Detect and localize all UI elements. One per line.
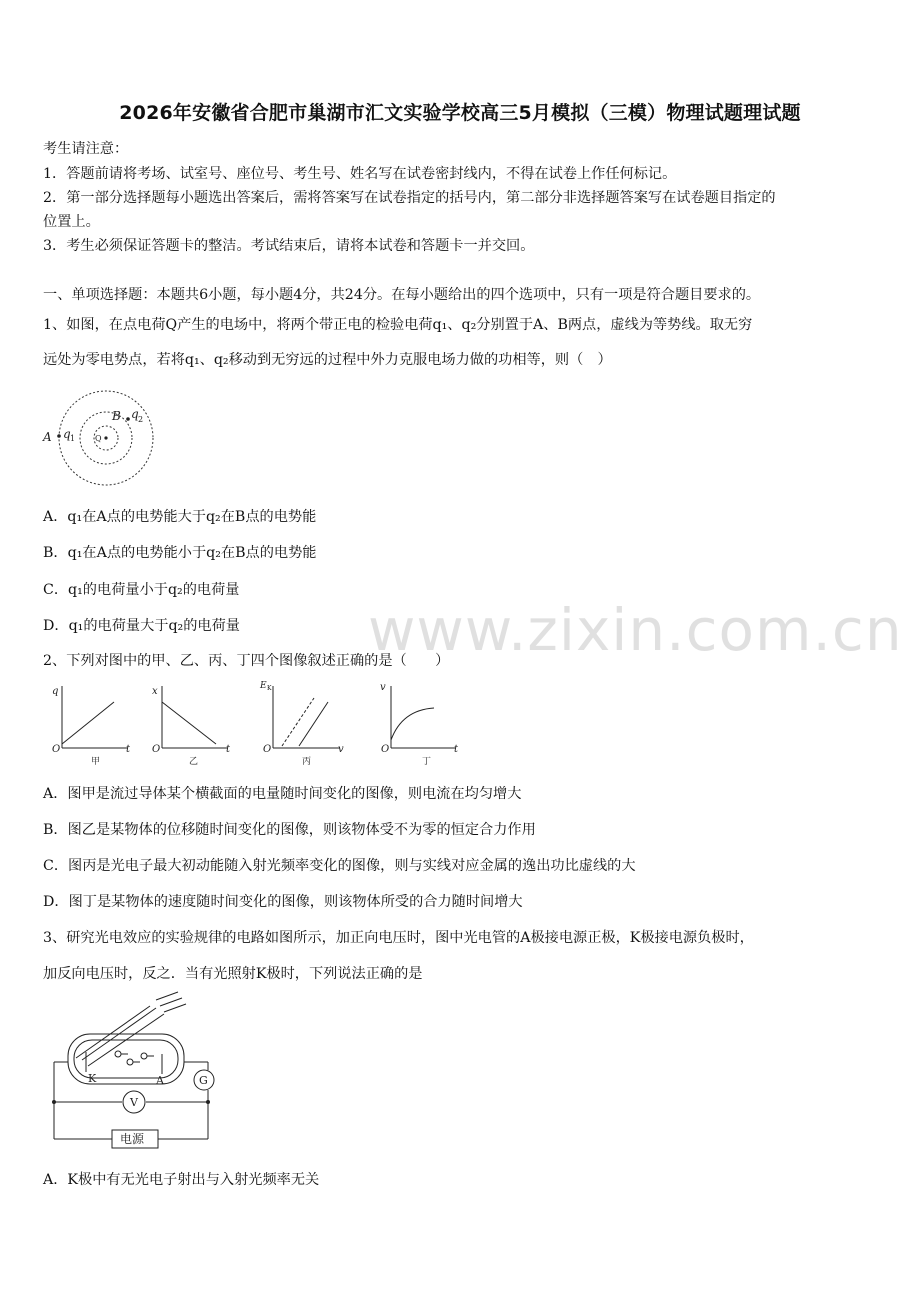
label-q: Q — [95, 434, 102, 443]
section-heading: 一、单项选择题：本题共6小题，每小题4分，共24分。在每小题给出的四个选项中，只有一项是符合题目要求的。 — [43, 287, 761, 303]
graph2-ylabel: x — [152, 686, 158, 697]
graph3-solid-line — [299, 702, 328, 746]
graph4-ylabel: v — [380, 682, 386, 693]
graph4-curve — [391, 708, 434, 740]
graph2-origin: O — [152, 744, 161, 755]
graph3-ylabel-sub: K — [267, 685, 272, 692]
label-v: V — [130, 1096, 138, 1109]
page-title: 2026年安徽省合肥市巢湖市汇文实验学校高三5月模拟（三模）物理试题理试题 — [119, 102, 801, 124]
q1-option-d: D．q₁的电荷量大于q₂的电荷量 — [43, 618, 240, 634]
graph2-line — [162, 702, 216, 744]
q1-equipotential-figure — [40, 386, 170, 486]
graph1-caption: 甲 — [91, 757, 101, 767]
point-a-dot — [57, 434, 61, 438]
q3-option-a: A．K极中有无光电子射出与入射光频率无关 — [43, 1172, 320, 1188]
label-b: B — [112, 409, 121, 423]
junction-right — [206, 1100, 210, 1104]
graph1-ylabel: q — [52, 686, 59, 697]
q2-option-b: B．图乙是某物体的位移随时间变化的图像，则该物体受不为零的恒定合力作用 — [43, 822, 536, 838]
graph3-xlabel: v — [338, 744, 344, 755]
label-q2: q — [131, 407, 139, 421]
q1-stem-line2: 远处为零电势点，若将q₁、q₂移动到无穷远的过程中外力克服电场力做的功相等，则（ ） — [43, 352, 612, 368]
graph3-origin: O — [263, 744, 272, 755]
electron-2 — [127, 1059, 133, 1065]
graph3-caption: 丙 — [302, 757, 312, 767]
graph1-origin: O — [52, 744, 61, 755]
graph3-ylabel: E — [260, 681, 267, 691]
label-a-electrode: A — [156, 1074, 164, 1087]
q3-stem-line1: 3、研究光电效应的实验规律的电路如图所示，加正向电压时，图中光电管的A极接电源正极，K极接电源负极时， — [43, 930, 754, 946]
light-ray-3 — [164, 1004, 186, 1012]
q2-option-d: D．图丁是某物体的速度随时间变化的图像，则该物体所受的合力随时间增大 — [43, 894, 523, 910]
q2-graphs — [44, 678, 464, 770]
q1-option-b: B．q₁在A点的电势能小于q₂在B点的电势能 — [43, 545, 317, 561]
notice-item-3: 3．考生必须保证答题卡的整洁。考试结束后，请将本试卷和答题卡一并交回。 — [43, 238, 535, 254]
label-g: G — [199, 1074, 208, 1087]
q2-option-c: C．图丙是光电子最大初动能随入射光频率变化的图像，则与实线对应金属的逸出功比虚线的大 — [43, 858, 636, 874]
charge-q-dot — [104, 436, 107, 439]
electron-1 — [115, 1051, 121, 1057]
notice-item-1: 1．答题前请将考场、试室号、座位号、考生号、姓名写在试卷密封线内，不得在试卷上作任何标记。 — [43, 166, 677, 182]
label-a: A — [43, 430, 52, 444]
notice-item-2: 2．第一部分选择题每小题选出答案后，需将答案写在试卷指定的括号内，第二部分非选择题答案写在试卷题目指定的 — [43, 190, 776, 206]
graph2-xlabel: t — [226, 744, 231, 755]
q3-circuit-figure — [46, 994, 226, 1146]
graph1-line — [62, 702, 114, 744]
graph4-caption: 丁 — [422, 757, 432, 767]
q1-option-a: A．q₁在A点的电势能大于q₂在B点的电势能 — [43, 509, 317, 525]
watermark: www.zixin.com.cn — [368, 596, 903, 664]
q2-option-a: A．图甲是流过导体某个横截面的电量随时间变化的图像，则电流在均匀增大 — [43, 786, 522, 802]
graph1-xlabel: t — [126, 744, 131, 755]
q1-option-c: C．q₁的电荷量小于q₂的电荷量 — [43, 582, 240, 598]
label-k: K — [88, 1072, 97, 1085]
electron-3 — [141, 1053, 147, 1059]
point-b-dot — [126, 417, 130, 421]
notice-item-2-cont: 位置上。 — [43, 214, 100, 230]
phototube-window-3 — [76, 1006, 150, 1058]
label-power-source: 电源 — [120, 1132, 145, 1146]
light-ray-2 — [160, 998, 182, 1006]
q1-stem-line1: 1、如图，在点电荷Q产生的电场中，将两个带正电的检验电荷q₁、q₂分别置于A、B两点，虚线为等势线。取无穷 — [43, 317, 753, 333]
graph4-xlabel: t — [454, 744, 459, 755]
graph3-dashed-line — [282, 698, 314, 746]
light-ray-1 — [156, 992, 178, 1000]
graph2-caption: 乙 — [189, 757, 199, 767]
label-q1: q — [63, 427, 71, 441]
notice-heading: 考生请注意： — [43, 141, 129, 157]
junction-left — [52, 1100, 56, 1104]
q3-stem-line2: 加反向电压时，反之．当有光照射K极时，下列说法正确的是 — [43, 966, 423, 982]
label-q1-sub: 1 — [70, 434, 76, 443]
graph4-origin: O — [381, 744, 390, 755]
label-q2-sub: 2 — [138, 415, 144, 424]
q2-stem: 2、下列对图中的甲、乙、丙、丁四个图像叙述正确的是（ ） — [43, 653, 450, 669]
